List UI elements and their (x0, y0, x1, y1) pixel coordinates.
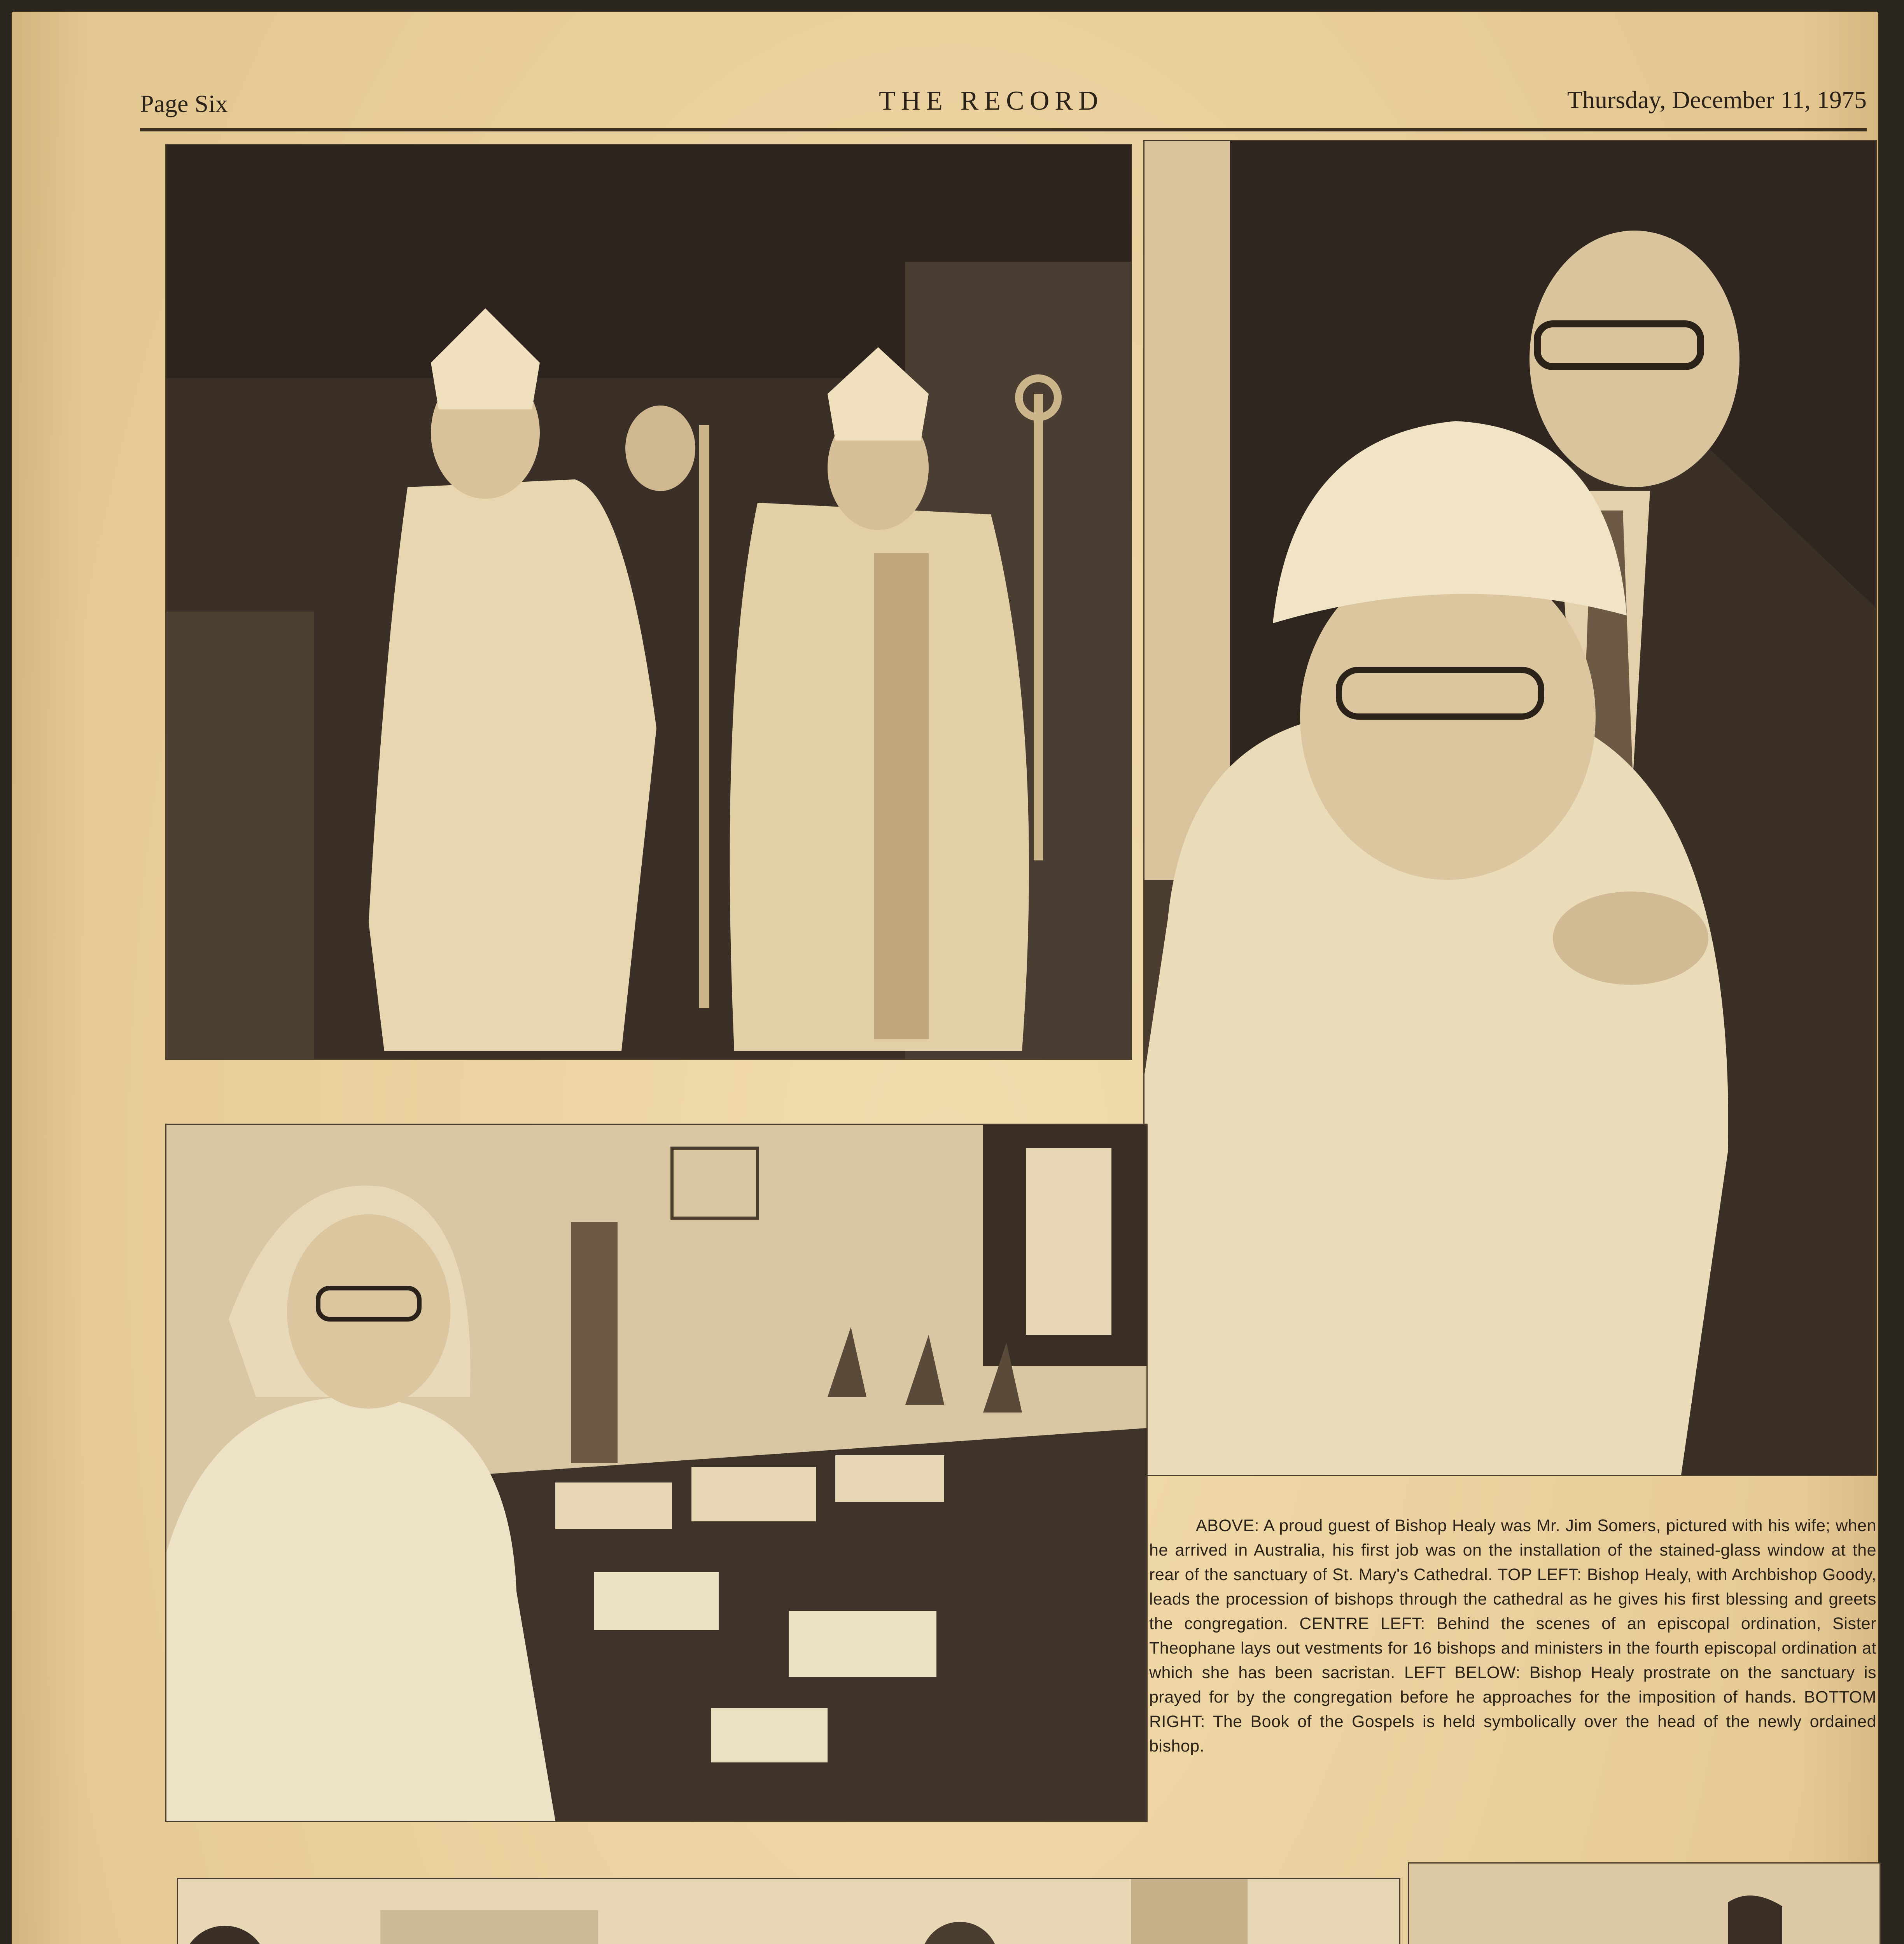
photo-caption: ABOVE: A proud guest of Bishop Healy was Mr. Jim Somers, pictured with his wife; when he arrived in Australia, his first job was on the installation of the stained-glass window at the rear of the sanctuary of St. Mary's Cathedral. TOP LEFT: Bishop Healy, with Archbishop Goody, leads the procession of bishops through the cathedral as he gives his first blessing and greets the congregation. CENTRE LEFT: Behind the scenes of an episcopal ordination, Sister Theophane lays out vestments for 16 bishops and ministers in the fourth episcopal ordination at which she has been sacristan. LEFT BELOW: Bishop Healy prostrate on the sanctuary is prayed for by the congregation before he approaches for the imposition of hands. BOTTOM RIGHT: The Book of the Gospels is held symbolically over the head of the newly ordained bishop. (1149, 1516, 1876, 1755)
photo-bishops-procession (165, 144, 1132, 1060)
photo-jim-somers-and-wife (1143, 140, 1877, 1476)
newspaper-page (12, 12, 1878, 1944)
photo-book-of-gospels (1408, 1862, 1881, 1944)
photo-bishop-prostrate (177, 1878, 1400, 1944)
page-number: Page Six (140, 90, 228, 117)
photo-sister-theophane-vestments (165, 1124, 1148, 1822)
masthead-title: THE RECORD (879, 86, 1104, 116)
issue-date: Thursday, December 11, 1975 (1567, 86, 1867, 114)
page-header (140, 82, 1867, 132)
header-rule (140, 128, 1867, 131)
